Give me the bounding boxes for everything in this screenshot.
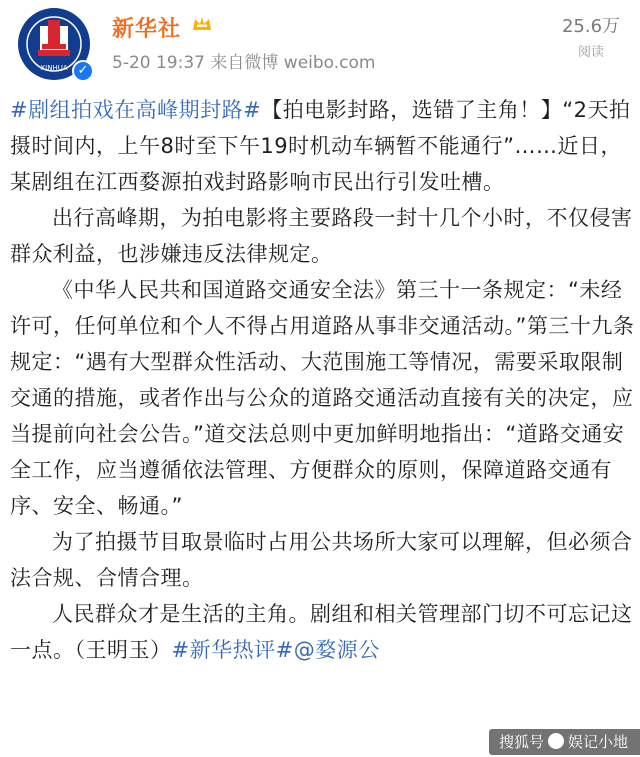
paragraph-text: 人民群众才是生活的主角。剧组和相关管理部门切不可忘记这一点。（王明玉） <box>10 602 633 662</box>
read-label: 阅读 <box>577 45 604 60</box>
post-paragraph-1 <box>10 92 635 200</box>
post-paragraph-2: 出行高峰期，为拍电影将主要路段一封十几个小时，不仅侵害群众利益，也涉嫌违反法律规定。 <box>10 206 633 266</box>
watermark-left: 搜狐号 <box>498 733 544 751</box>
sohu-logo-icon <box>548 733 564 749</box>
crown-member-icon[interactable] <box>190 12 214 36</box>
read-count: 25.6万 <box>561 16 621 37</box>
post-source: 来自微博 weibo.com <box>210 53 376 73</box>
post-paragraph-5 <box>10 596 635 668</box>
post-time: 5-20 19:37 <box>112 53 205 73</box>
read-count-block <box>556 12 626 60</box>
post-body <box>10 92 635 752</box>
verified-badge-icon: ✓ <box>72 60 94 82</box>
avatar-text: XINHUA <box>40 64 68 72</box>
post-paragraph-3: 《中华人民共和国道路交通安全法》第三十一条规定：“未经许可，任何单位和个人不得占用道路从事非交通活动。”第三十九条规定：“遇有大型群众性活动、大范围施工等情况，需要采取限制交通的措施，或者作出与公众的道路交通活动直接有关的决定，应当提前向社会公告。”道交法总则中更加鲜明地指出：“道路交通安全工作，应当遵循依法管理、方便群众的原则，保障道路交通有序、安全、畅通。” <box>10 278 635 518</box>
author-name[interactable]: 新华社 <box>112 17 182 42</box>
watermark-right: 娱记小地 <box>567 733 628 751</box>
post-header <box>0 0 640 92</box>
hashtag-link[interactable]: #剧组拍戏在高峰期封路# <box>10 98 262 122</box>
post-paragraph-4: 为了拍摄节目取景临时占用公共场所大家可以理解，但必须合法合规、合情合理。 <box>10 530 633 590</box>
hashtag-mention-link[interactable]: #新华热评#@婺源公 <box>171 638 380 662</box>
post-meta <box>112 48 376 73</box>
paragraph-text: 【拍电影封路，选错了主角！】“2天拍摄时间内，上午8时至下午19时机动车辆暂不能通行”……近日，某剧组在江西婺源拍戏封路影响市民出行引发吐槽。 <box>10 98 631 194</box>
sohu-watermark <box>489 729 640 755</box>
